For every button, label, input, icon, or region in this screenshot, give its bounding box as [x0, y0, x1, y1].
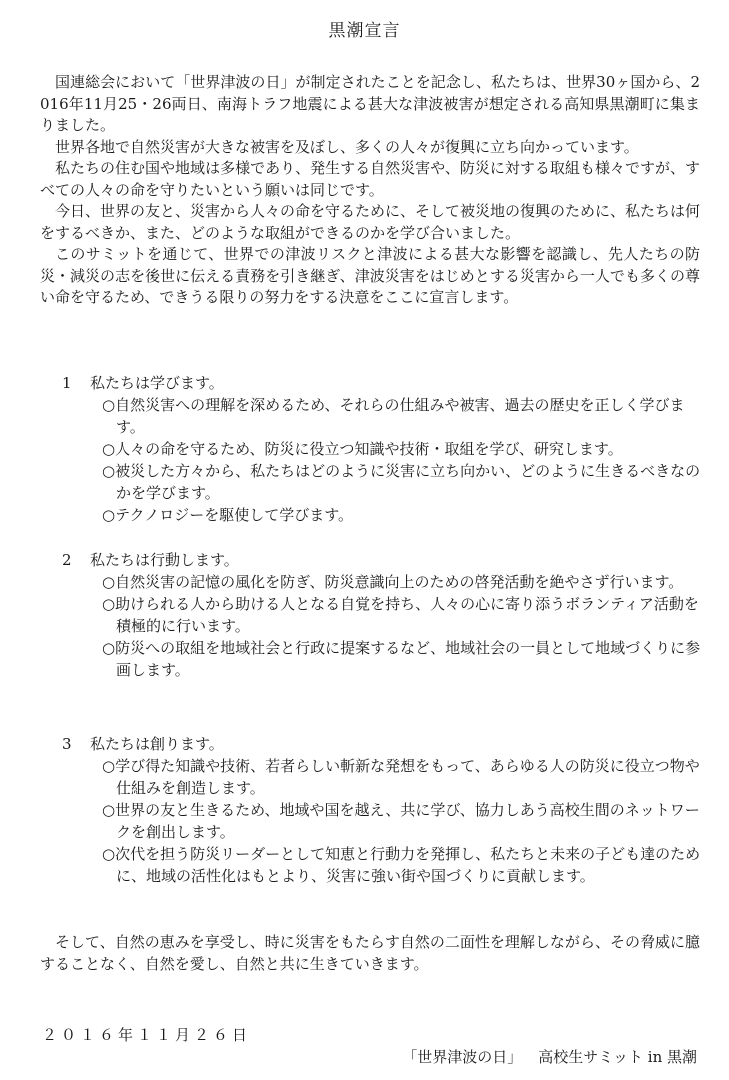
section-title: 私たちは行動します。	[90, 551, 239, 569]
list-item: ○自然災害の記憶の風化を防ぎ、防災意識向上のための啓発活動を絶やさず行います。	[102, 573, 684, 591]
section-number: 3	[62, 735, 72, 753]
intro-paragraphs	[40, 72, 700, 309]
intro-paragraph: 今日、世界の友と、災害から人々の命を守るために、そして被災地の復興のために、私たちは何をするべきか、また、どのような取組ができるのかを学び合いました。	[40, 202, 701, 242]
list-item: ○テクノロジーを駆使して学びます。	[102, 506, 353, 524]
section-number: 1	[62, 374, 72, 392]
list-item: ○自然災害への理解を深めるため、それらの仕組みや被害、過去の歴史を正しく学びます。	[102, 396, 685, 436]
closing-paragraph-block	[40, 932, 700, 975]
list-item: ○助けられる人から助ける人となる自覚を持ち、人々の心に寄り添うボランティア活動を積極的に行います。	[102, 595, 699, 635]
list-item: ○人々の命を守るため、防災に役立つ知識や技術・取組を学び、研究します。	[102, 440, 623, 458]
list-item: ○世界の友と生きるため、地域や国を越え、共に学び、協力しあう高校生間のネットワークを創出します。	[102, 801, 700, 841]
list-item: ○学び得た知識や技術、若者らしい斬新な発想をもって、あらゆる人の防災に役立つ物や仕組みを創造します。	[102, 757, 700, 797]
section-number: 2	[62, 551, 72, 569]
signature	[402, 1046, 697, 1067]
intro-paragraph: このサミットを通じて、世界での津波リスクと津波による甚大な影響を認識し、先人たちの防災・減災の志を後世に伝える責務を引き継ぎ、津波災害をはじめとする災害から一人でも多くの尊い命を守るため、できうる限りの努力をする決意をここに宣言します。	[40, 245, 700, 306]
list-item: ○防災への取組を地域社会と行政に提案するなど、地域社会の一員として地域づくりに参画します。	[102, 639, 701, 679]
list-item: ○次代を担う防災リーダーとして知恵と行動力を発揮し、私たちと未来の子ども達のために、地域の活性化はもとより、災害に強い街や国づくりに貢献します。	[102, 845, 701, 885]
list-item: ○被災した方々から、私たちはどのように災害に立ち向かい、どのように生きるべきなのかを学びます。	[102, 462, 701, 502]
section-heading	[62, 733, 702, 755]
section-act	[62, 549, 702, 681]
section-heading	[62, 372, 702, 394]
intro-paragraph: 国連総会において「世界津波の日」が制定されたことを記念し、私たちは、世界30ヶ国から、2016年11月25・26両日、南海トラフ地震による甚大な津波被害が想定される高知県黒潮町に集まりました。	[40, 73, 700, 134]
section-heading	[62, 549, 702, 571]
document-title: 黒潮宣言	[328, 21, 401, 41]
intro-paragraph: 世界各地で自然災害が大きな被害を及ぼし、多くの人々が復興に立ち向かっています。	[55, 137, 639, 156]
signature-name: 高校生サミット in 黒潮	[538, 1048, 697, 1066]
document-date: ２０１６年１１月２６日	[42, 1026, 252, 1044]
signature-event: 「世界津波の日」	[402, 1048, 523, 1066]
section-create	[62, 733, 702, 887]
section-title: 私たちは創ります。	[90, 735, 224, 753]
section-learn	[62, 372, 702, 526]
intro-paragraph: 私たちの住む国や地域は多様であり、発生する自然災害や、防災に対する取組も様々ですが、すべての人々の命を守りたいという願いは同じです。	[40, 159, 700, 199]
section-title: 私たちは学びます。	[90, 374, 224, 392]
closing-paragraph: そして、自然の恵みを享受し、時に災害をもたらす自然の二面性を理解しながら、その脅威に臆することなく、自然を愛し、自然と共に生きていきます。	[40, 933, 700, 973]
